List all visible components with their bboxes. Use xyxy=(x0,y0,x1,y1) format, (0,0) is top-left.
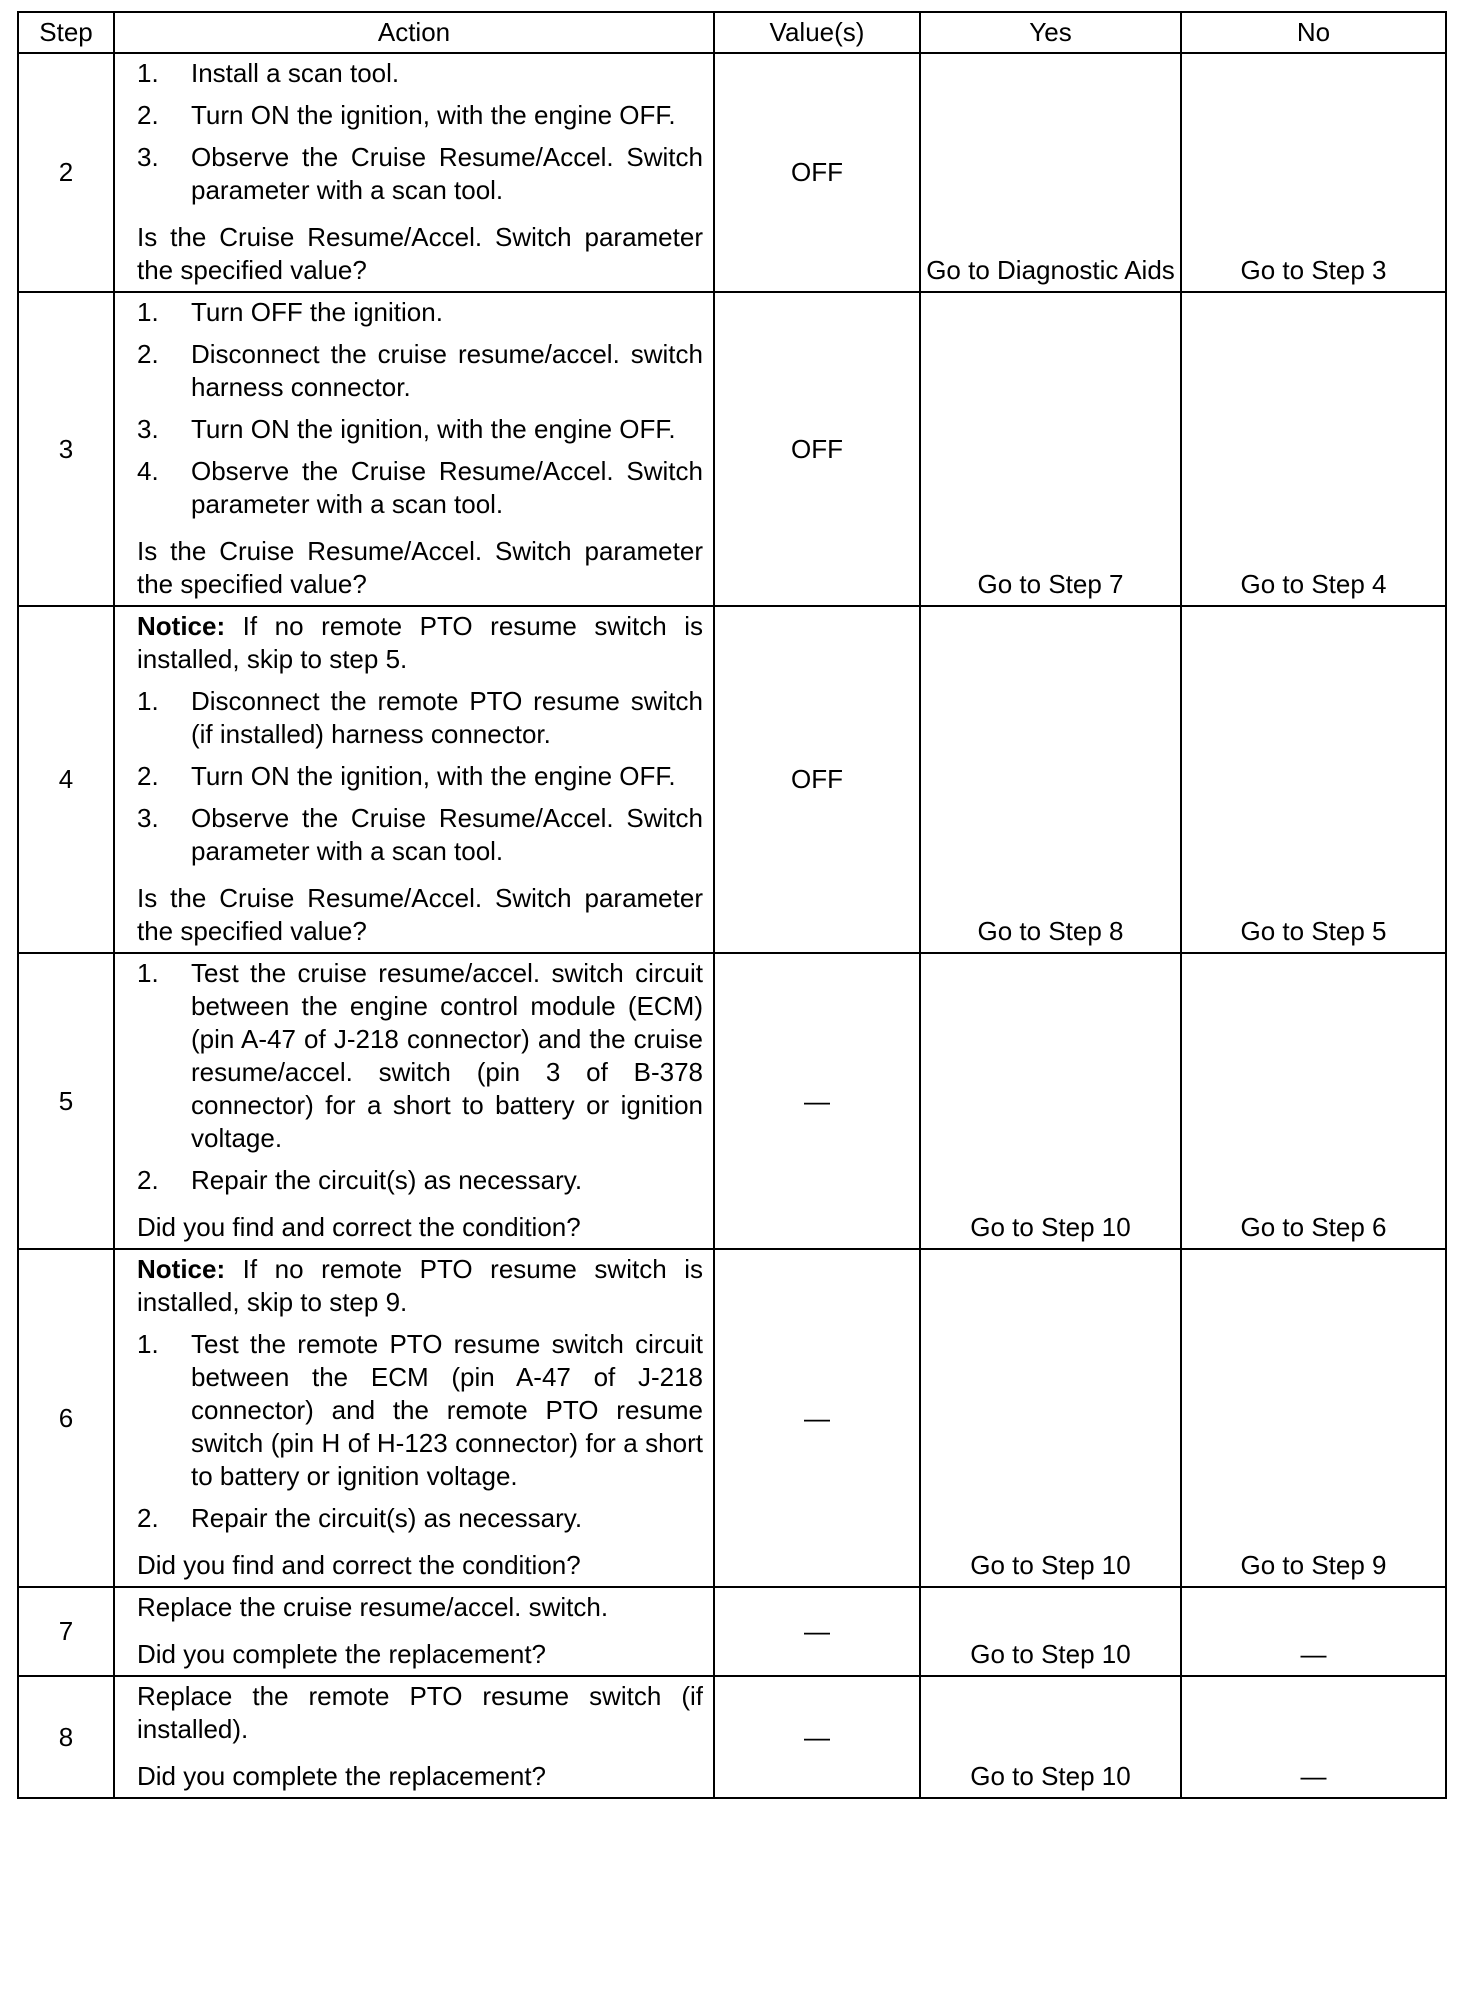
action-item-number: 3. xyxy=(137,803,159,833)
step-number: 6 xyxy=(18,1249,114,1587)
step-number: 8 xyxy=(18,1676,114,1798)
value-cell: — xyxy=(714,1676,920,1798)
value-cell: OFF xyxy=(714,606,920,953)
action-item-number: 1. xyxy=(137,58,159,88)
table-row xyxy=(18,53,1446,292)
step-number: 5 xyxy=(18,953,114,1249)
step-number: 2 xyxy=(18,53,114,292)
action-item-number: 3. xyxy=(137,414,159,444)
value-cell: — xyxy=(714,1249,920,1587)
action-item-number: 2. xyxy=(137,1165,159,1195)
action-question: Did you complete the replacement? xyxy=(137,1761,547,1791)
action-item xyxy=(137,455,703,521)
value-cell: OFF xyxy=(714,53,920,292)
notice-label: Notice: xyxy=(137,611,226,641)
no-cell: Go to Step 9 xyxy=(1181,1249,1446,1587)
action-item-text: Turn ON the ignition, with the engine OFF. xyxy=(191,414,676,444)
notice-label: Notice: xyxy=(137,1254,226,1284)
action-question: Is the Cruise Resume/Accel. Switch parameter the specified value? xyxy=(137,536,703,599)
action-item-number: 1. xyxy=(137,297,159,327)
action-item-text: Turn OFF the ignition. xyxy=(191,297,443,327)
action-item xyxy=(137,296,703,329)
diagnostic-table xyxy=(17,11,1447,1799)
action-item xyxy=(137,957,703,1155)
header-no: No xyxy=(1181,12,1446,53)
table-row xyxy=(18,1587,1446,1676)
yes-cell: Go to Diagnostic Aids xyxy=(920,53,1181,292)
action-question: Did you find and correct the condition? xyxy=(137,1550,581,1580)
action-item-text: Test the remote PTO resume switch circuit between the ECM (pin A-47 of J-218 connector) and the remote PTO resume switch (pin H of H-123 connector) for a short to battery or ignition voltage. xyxy=(191,1329,703,1491)
yes-cell: Go to Step 7 xyxy=(920,292,1181,606)
no-cell: — xyxy=(1181,1587,1446,1676)
action-question: Is the Cruise Resume/Accel. Switch parameter the specified value? xyxy=(137,883,703,946)
action-text: Replace the cruise resume/accel. switch. xyxy=(137,1592,609,1622)
header-yes: Yes xyxy=(920,12,1181,53)
yes-cell: Go to Step 10 xyxy=(920,1676,1181,1798)
action-cell xyxy=(114,53,714,292)
step-number: 4 xyxy=(18,606,114,953)
header-action: Action xyxy=(114,12,714,53)
action-item-text: Turn ON the ignition, with the engine OFF. xyxy=(191,761,676,791)
action-item xyxy=(137,1328,703,1493)
value-cell: — xyxy=(714,1587,920,1676)
action-item xyxy=(137,338,703,404)
action-item-number: 1. xyxy=(137,958,159,988)
action-cell xyxy=(114,606,714,953)
action-item-text: Turn ON the ignition, with the engine OFF. xyxy=(191,100,676,130)
no-cell: Go to Step 6 xyxy=(1181,953,1446,1249)
action-item xyxy=(137,760,703,793)
notice xyxy=(137,610,703,676)
action-item-number: 2. xyxy=(137,761,159,791)
action-item-number: 1. xyxy=(137,686,159,716)
no-cell: Go to Step 5 xyxy=(1181,606,1446,953)
action-item-text: Test the cruise resume/accel. switch circuit between the engine control module (ECM) (pin A-47 of J-218 connector) and the cruise resume/accel. switch (pin 3 of B-378 connector) for a short to battery or ignition voltage. xyxy=(191,958,703,1153)
action-item-text: Observe the Cruise Resume/Accel. Switch parameter with a scan tool. xyxy=(191,142,703,205)
action-item-text: Repair the circuit(s) as necessary. xyxy=(191,1503,583,1533)
action-item xyxy=(137,99,703,132)
action-item-number: 3. xyxy=(137,142,159,172)
table-row xyxy=(18,292,1446,606)
notice xyxy=(137,1253,703,1319)
action-item xyxy=(137,685,703,751)
table-row xyxy=(18,606,1446,953)
yes-cell: Go to Step 10 xyxy=(920,1587,1181,1676)
notice-text: If no remote PTO resume switch is installed, skip to step 9. xyxy=(137,1254,703,1317)
action-question: Did you complete the replacement? xyxy=(137,1639,547,1669)
action-cell xyxy=(114,1587,714,1676)
no-cell: — xyxy=(1181,1676,1446,1798)
yes-cell: Go to Step 10 xyxy=(920,1249,1181,1587)
notice-text: If no remote PTO resume switch is installed, skip to step 5. xyxy=(137,611,703,674)
no-cell: Go to Step 3 xyxy=(1181,53,1446,292)
action-text: Replace the remote PTO resume switch (if installed). xyxy=(137,1681,703,1744)
step-number: 3 xyxy=(18,292,114,606)
action-item xyxy=(137,1502,703,1535)
action-item xyxy=(137,1164,703,1197)
table-row xyxy=(18,1249,1446,1587)
action-item-text: Repair the circuit(s) as necessary. xyxy=(191,1165,583,1195)
action-cell xyxy=(114,1676,714,1798)
action-item-number: 1. xyxy=(137,1329,159,1359)
action-cell xyxy=(114,953,714,1249)
action-item-text: Observe the Cruise Resume/Accel. Switch parameter with a scan tool. xyxy=(191,456,703,519)
action-item-number: 2. xyxy=(137,339,159,369)
action-item-text: Disconnect the remote PTO resume switch (if installed) harness connector. xyxy=(191,686,703,749)
yes-cell: Go to Step 8 xyxy=(920,606,1181,953)
yes-cell: Go to Step 10 xyxy=(920,953,1181,1249)
action-item-text: Disconnect the cruise resume/accel. switch harness connector. xyxy=(191,339,703,402)
header-values: Value(s) xyxy=(714,12,920,53)
action-item xyxy=(137,57,703,90)
step-number: 7 xyxy=(18,1587,114,1676)
action-item xyxy=(137,141,703,207)
action-item-number: 2. xyxy=(137,100,159,130)
table-row xyxy=(18,953,1446,1249)
action-item-number: 2. xyxy=(137,1503,159,1533)
header-step: Step xyxy=(18,12,114,53)
action-question: Is the Cruise Resume/Accel. Switch parameter the specified value? xyxy=(137,222,703,285)
action-question: Did you find and correct the condition? xyxy=(137,1212,581,1242)
action-cell xyxy=(114,1249,714,1587)
action-item-text: Install a scan tool. xyxy=(191,58,400,88)
table-row xyxy=(18,1676,1446,1798)
action-item-text: Observe the Cruise Resume/Accel. Switch parameter with a scan tool. xyxy=(191,803,703,866)
value-cell: OFF xyxy=(714,292,920,606)
no-cell: Go to Step 4 xyxy=(1181,292,1446,606)
action-item xyxy=(137,413,703,446)
action-cell xyxy=(114,292,714,606)
action-item xyxy=(137,802,703,868)
value-cell: — xyxy=(714,953,920,1249)
header-row xyxy=(18,12,1446,53)
action-item-number: 4. xyxy=(137,456,159,486)
